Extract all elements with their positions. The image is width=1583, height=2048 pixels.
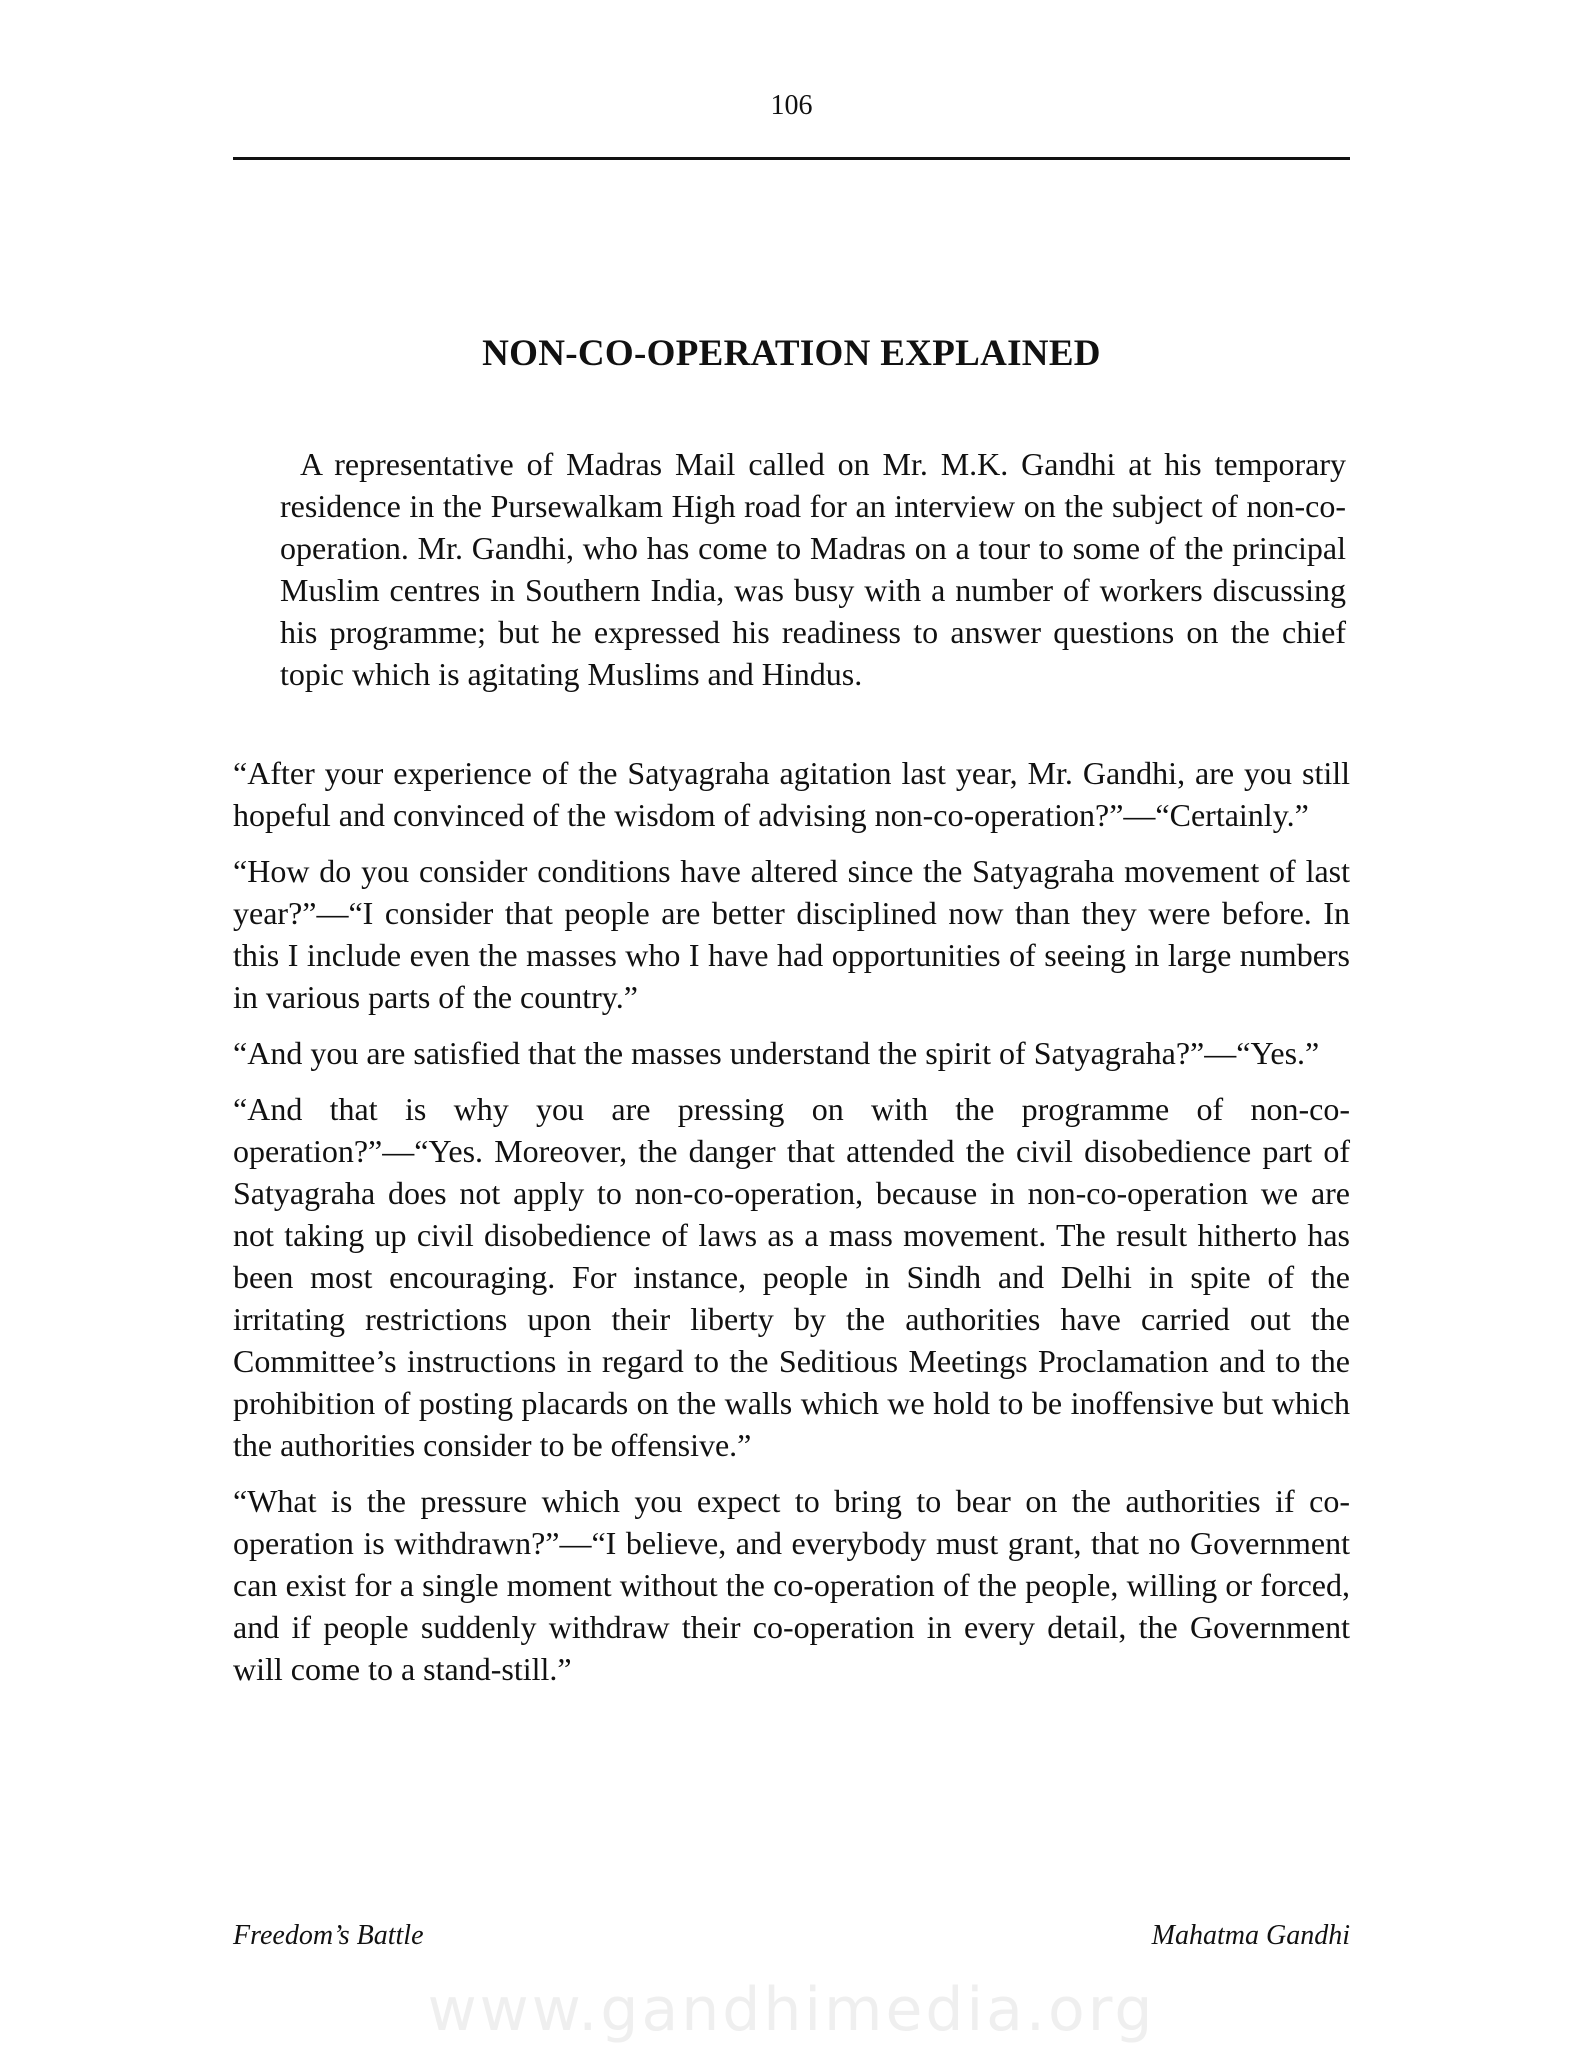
interview-paragraph-2: “How do you consider conditions have altered since the Satyagraha movement of last year?”—“I consider that people are better disciplined now than they were before. In this I include even the masses who I have had opportunities of seeing in large numbers in various parts of the country.” (233, 853, 1350, 1015)
chapter-title: NON-CO-OPERATION EXPLAINED (482, 333, 1101, 374)
interview-paragraph-5: “What is the pressure which you expect to bring to bear on the authorities if co-operation is withdrawn?”—“I believe, and everybody must grant, that no Government can exist for a single moment without the co-operation of the people, willing or forced, and if people suddenly withdraw their co-operation in every detail, the Government will come to a stand-still.” (233, 1483, 1350, 1687)
interview-body (233, 752, 1350, 1704)
watermark: www.gandhimedia.org (427, 1975, 1156, 2045)
interview-paragraph-4: “And that is why you are pressing on with the programme of non-co-operation?”—“Yes. Moreover, the danger that attended the civil disobedience part of Satyagraha does not apply to non-co-operation, because in non-co-operation we are not taking up civil disobedience of laws as a mass movement. The result hitherto has been most encouraging. For instance, people in Sindh and Delhi in spite of the irritating restrictions upon their liberty by the authorities have carried out the Committee’s instructions in regard to the Seditious Meetings Proclamation and to the prohibition of posting placards on the walls which we hold to be inoffensive but which the authorities consider to be offensive.” (233, 1091, 1350, 1463)
interview-paragraph-3: “And you are satisfied that the masses understand the spirit of Satyagraha?”—“Yes.” (233, 1035, 1320, 1071)
intro-paragraph: A representative of Madras Mail called on Mr. M.K. Gandhi at his temporary residence in the Pursewalkam High road for an interview on the subject of non-co-operation. Mr. Gandhi, who has come to Madras on a tour to some of the principal Muslim centres in Southern India, was busy with a number of workers discussing his programme; but he expressed his readiness to answer questions on the chief topic which is agitating Muslims and Hindus. (280, 446, 1346, 692)
footer-book-title: Freedom’s Battle (233, 1920, 424, 1951)
header-rule (233, 157, 1350, 160)
footer-author: Mahatma Gandhi (1151, 1920, 1350, 1951)
interview-paragraph-1: “After your experience of the Satyagraha agitation last year, Mr. Gandhi, are you still hopeful and convinced of the wisdom of advising non-co-operation?”—“Certainly.” (233, 755, 1350, 833)
page-number: 106 (770, 90, 813, 121)
